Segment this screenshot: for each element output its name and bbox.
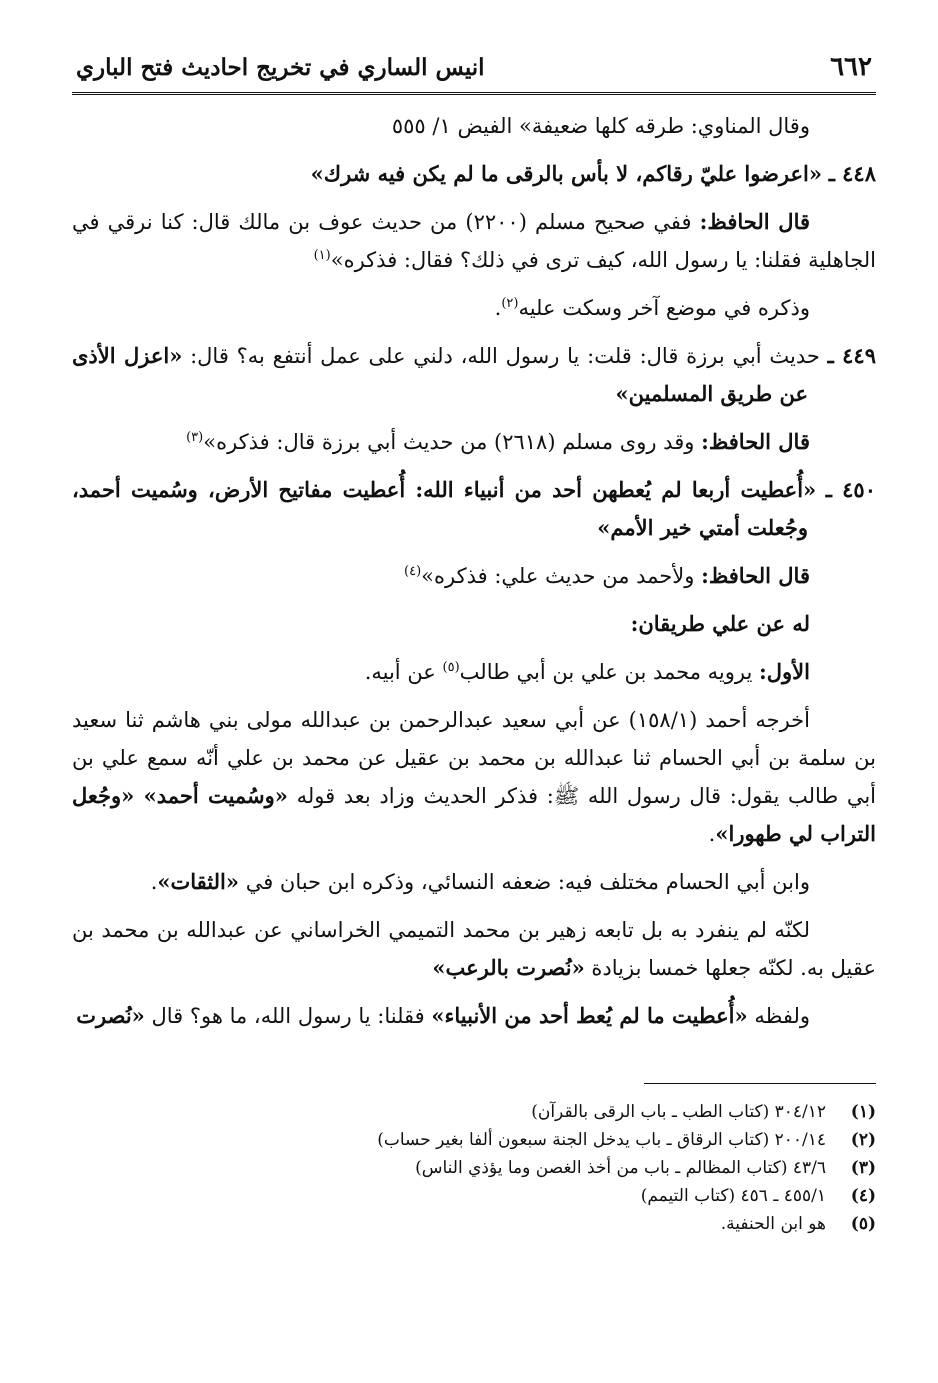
hadith-450 <box>72 471 876 547</box>
paragraph-text: وابن أبي الحسام مختلف فيه: ضعفه النسائي، وذكره ابن حبان في <box>245 870 810 894</box>
hadith-text: «اعرضوا عليّ رقاكم، لا بأس بالرقى ما لم يكن فيه شرك» <box>310 161 822 186</box>
footnote-text: ٢٠٠/١٤ (كتاب الرقاق ـ باب يدخل الجنة سبعون ألفا بغير حساب) <box>377 1130 826 1150</box>
footnote-label: (٢) <box>850 1130 876 1150</box>
footnote-label: (٤) <box>850 1186 876 1206</box>
footnote-text: ٤٥٥/١ ـ ٤٥٦ (كتاب التيمم) <box>640 1186 826 1206</box>
commentary-text: وقد روى مسلم (٢٦١٨) من حديث أبي برزة قال: فذكره» <box>203 430 695 454</box>
hadith-number: ٤٤٩ ـ <box>827 343 876 368</box>
paragraph-awwal <box>72 653 876 691</box>
paragraph-lakinnahu <box>72 911 876 987</box>
book-page <box>72 52 876 1362</box>
page-header <box>72 52 876 95</box>
footnote-divider <box>644 1083 876 1084</box>
paragraph-text: يرويه محمد بن علي بن أبي طالب <box>459 660 753 684</box>
commentary-448 <box>72 203 876 279</box>
footnote-ref[interactable]: (٢) <box>501 296 519 311</box>
punctuation: . <box>708 822 716 846</box>
footnote-ref[interactable]: (١) <box>313 248 331 263</box>
subheading-turuq <box>72 605 876 643</box>
quoted-text: «أُعطيت ما لم يُعط أحد من الأنبياء» <box>431 1003 748 1028</box>
footnote-ref[interactable]: (٥) <box>442 660 460 675</box>
commentary-450 <box>72 557 876 595</box>
commentary-text: ولأحمد من حديث علي: فذكره» <box>421 564 695 588</box>
hadith-text: حديث أبي برزة قال: قلت: يا رسول الله، دلني على عمل أنتفع به؟ قال: <box>190 344 820 368</box>
paragraph-text: أخرجه أحمد (١٥٨/١) عن أبي سعيد عبدالرحمن بن عبدالله مولى بني هاشم ثنا سعيد بن سلمة بن أبي الحسام ثنا عبدالله بن محمد بن عقيل عن محمد بن علي أنّه سمع علي بن أبي طالب يقول: قال رسول الله ﷺ: فذكر الحديث وزاد بعد قوله <box>72 708 876 808</box>
hafiz-label: قال الحافظ: <box>701 429 810 454</box>
paragraph-text: وقال المناوي: طرقه كلها ضعيفة» الفيض ١/ ٥٥٥ <box>391 114 810 138</box>
page-number: ٦٦٢ <box>830 52 872 82</box>
hadith-448 <box>72 155 876 193</box>
quoted-text: «نُصرت <box>76 1003 145 1028</box>
footnote-text: هو ابن الحنفية. <box>720 1214 826 1234</box>
page-body <box>72 107 876 1035</box>
running-title: انيس الساري في تخريج احاديث فتح الباري <box>76 54 485 81</box>
hadith-number: ٤٤٨ ـ <box>828 161 876 186</box>
commentary-449 <box>72 423 876 461</box>
hadith-number: ٤٥٠ ـ <box>825 477 876 502</box>
commentary-448b <box>72 289 876 327</box>
footnote <box>72 1126 876 1154</box>
quoted-text: «الثقات» <box>157 869 239 894</box>
first-label: الأول: <box>759 659 810 684</box>
commentary-text: وذكره في موضع آخر وسكت عليه <box>518 296 810 320</box>
punctuation: . <box>494 296 502 320</box>
paragraph-ibn-abi-al-husam <box>72 863 876 901</box>
footnote <box>72 1182 876 1210</box>
footnote-ref[interactable]: (٤) <box>404 564 422 579</box>
commentary-text: ففي صحيح مسلم (٢٢٠٠) من حديث عوف بن مالك قال: كنا نرقي في الجاهلية فقلنا: يا رسول الله، كيف ترى في ذلك؟ فقال: فذكره» <box>72 210 876 272</box>
hadith-text: «أُعطيت أربعا لم يُعطهن أحد من أنبياء الله: أُعطيت مفاتيح الأرض، وسُميت أحمد، وجُعلت أمتي خير الأمم» <box>72 477 817 540</box>
paragraph-text: عن أبيه. <box>364 660 436 684</box>
subheading-text: له عن علي طريقان: <box>630 611 810 636</box>
footnote-text: ٤٣/٦ (كتاب المظالم ـ باب من أخذ الغصن وما يؤذي الناس) <box>415 1158 826 1178</box>
punctuation: . <box>150 870 158 894</box>
quoted-text: «وسُميت أحمد» «وجُعل التراب لي طهورا» <box>72 783 876 846</box>
paragraph-text: فقلنا: يا رسول الله، ما هو؟ قال <box>151 1004 425 1028</box>
paragraph-text: ولفظه <box>754 1004 810 1028</box>
hadith-449 <box>72 337 876 413</box>
footnote-text: ٣٠٤/١٢ (كتاب الطب ـ باب الرقى بالقرآن) <box>531 1102 826 1122</box>
hafiz-label: قال الحافظ: <box>699 209 810 234</box>
footnote <box>72 1210 876 1238</box>
paragraph-munawi <box>72 107 876 145</box>
footnote-ref[interactable]: (٣) <box>186 430 204 445</box>
paragraph-text: لكنّه لم ينفرد به بل تابعه زهير بن محمد التميمي الخراساني عن عبدالله بن محمد بن عقيل به. لكنّه جعلها خمسا بزيادة <box>72 918 876 980</box>
hadith-quote: «اعزل الأذى عن طريق المسلمين» <box>72 343 808 406</box>
footnote <box>72 1098 876 1126</box>
footnote <box>72 1154 876 1182</box>
paragraph-akhrajahu <box>72 701 876 853</box>
footnotes <box>72 1098 876 1238</box>
footnote-label: (٣) <box>850 1158 876 1178</box>
footnote-label: (٥) <box>850 1214 876 1234</box>
paragraph-lafzuhu <box>72 997 876 1035</box>
quoted-text: «نُصرت بالرعب» <box>432 955 585 980</box>
hafiz-label: قال الحافظ: <box>701 563 810 588</box>
footnote-label: (١) <box>850 1102 876 1122</box>
